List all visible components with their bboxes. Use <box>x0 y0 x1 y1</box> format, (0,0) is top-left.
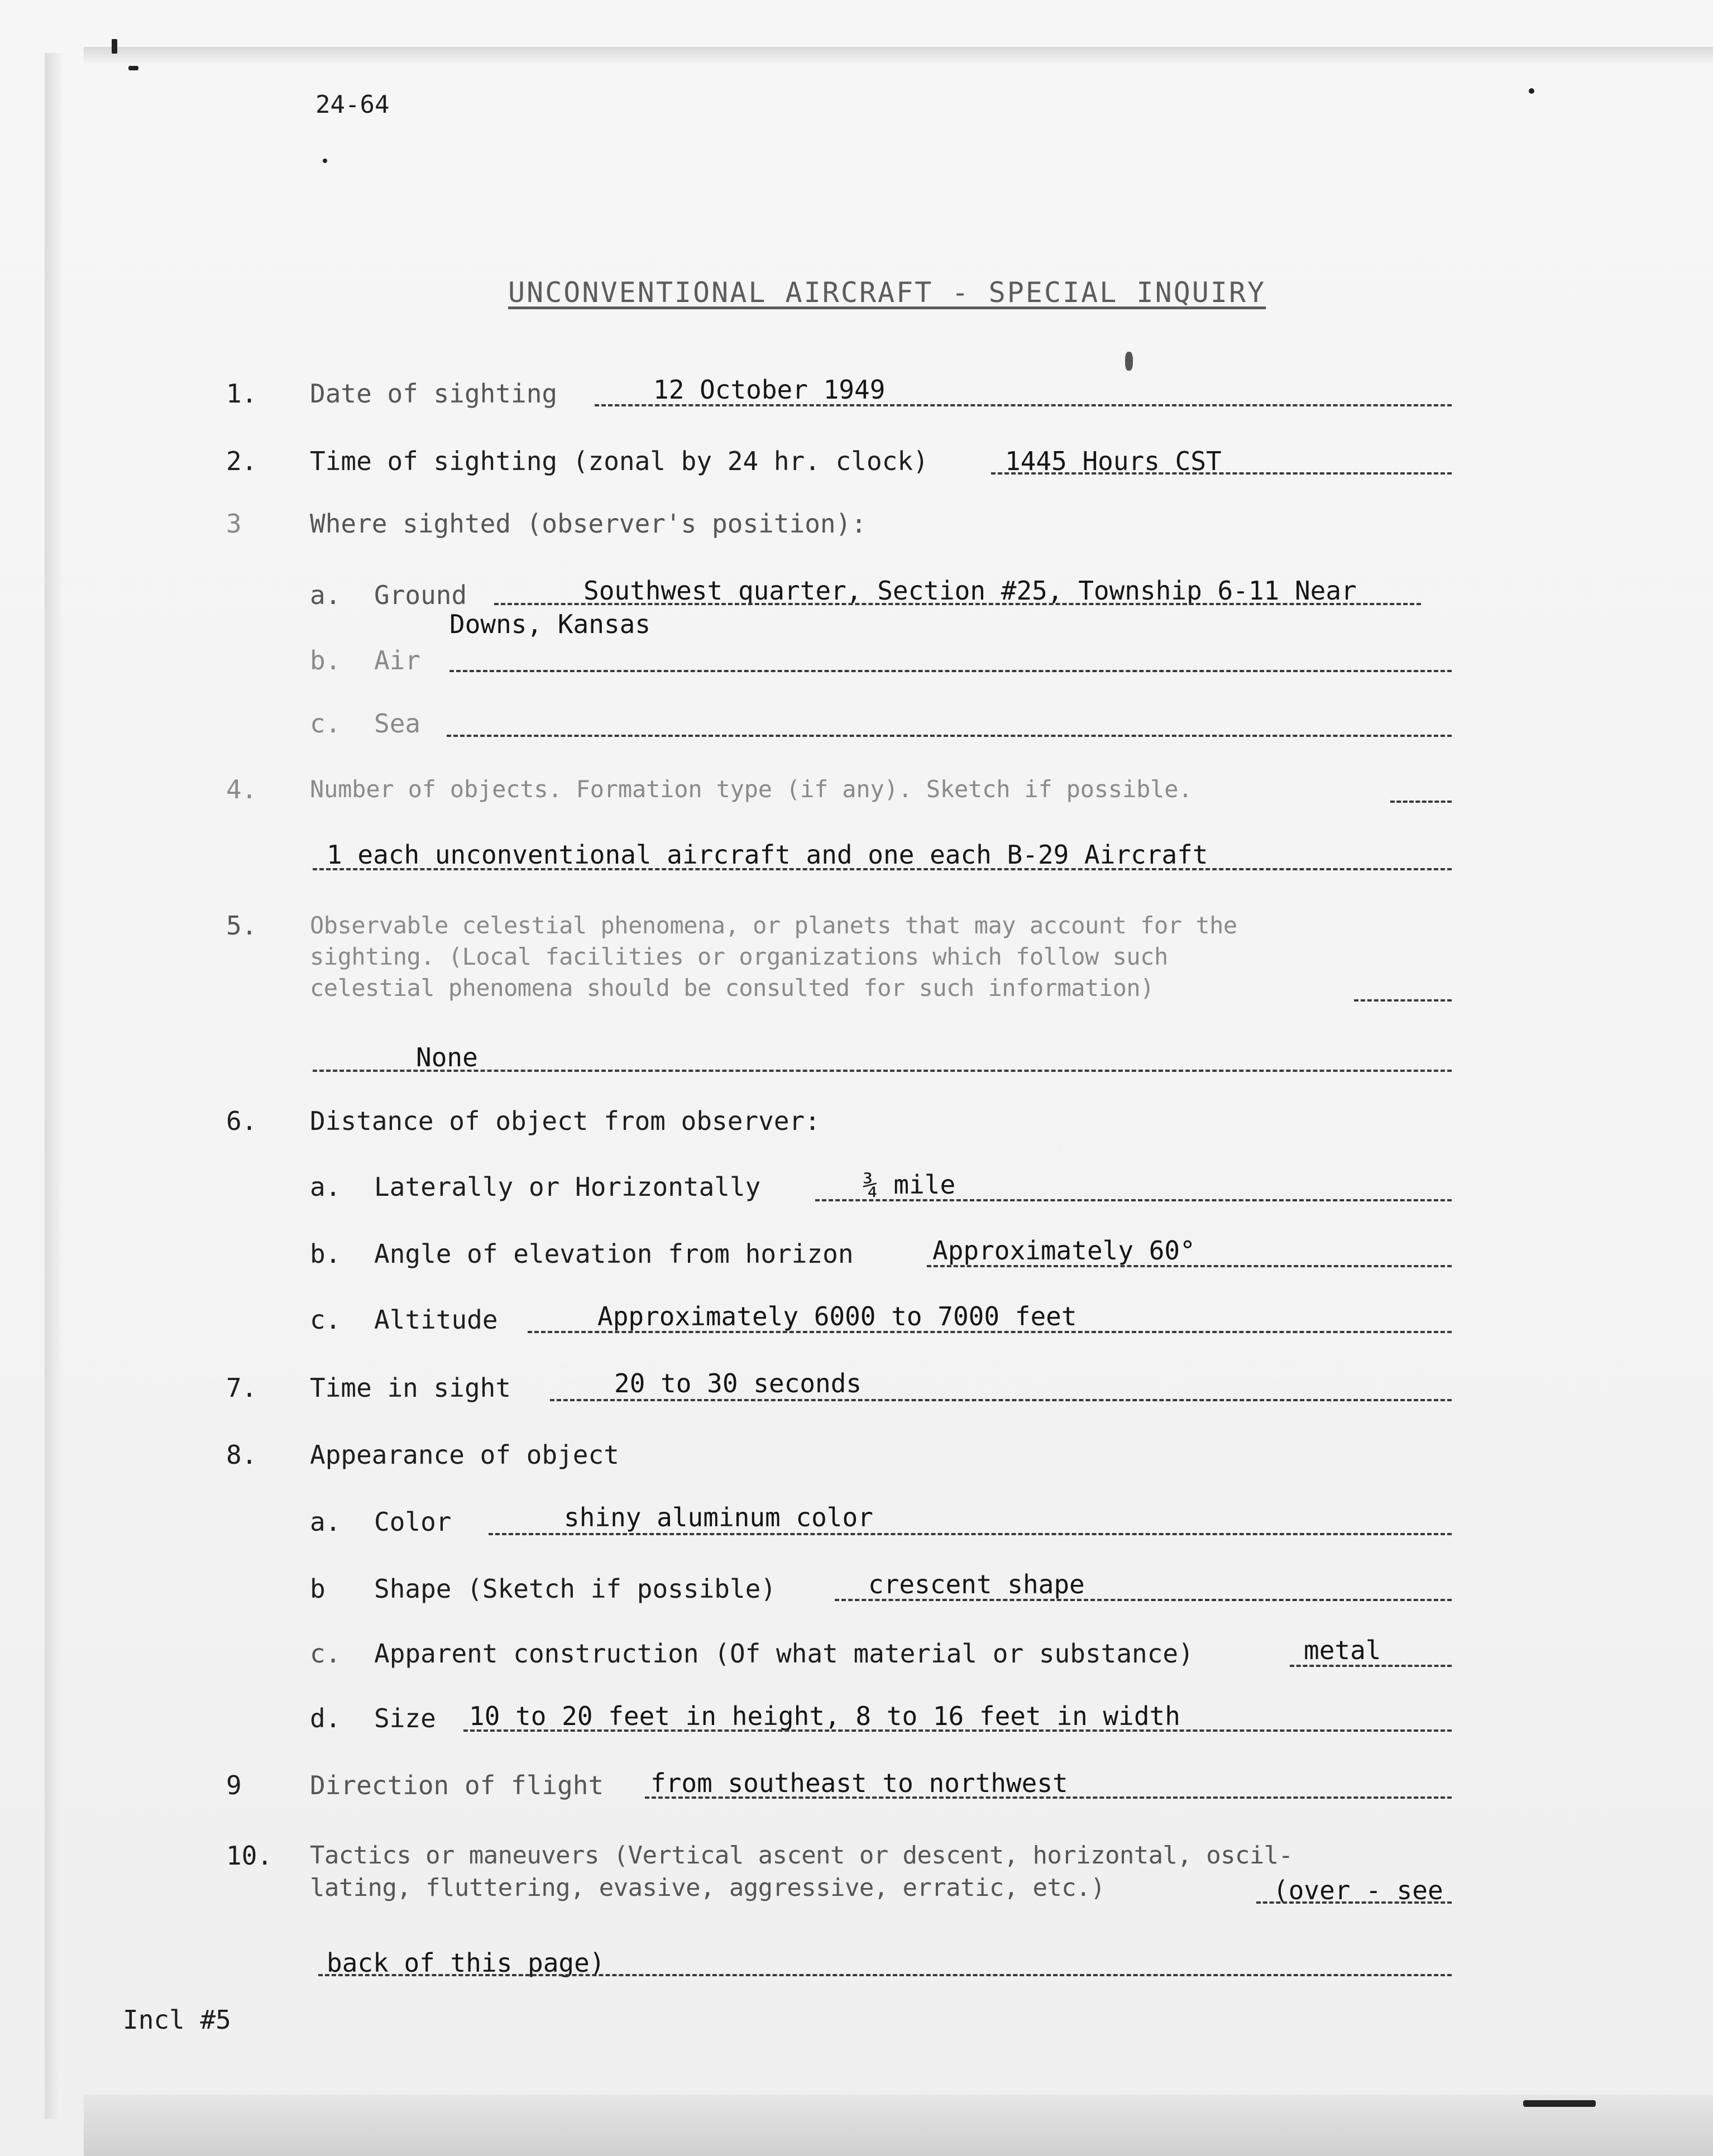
answer-line <box>318 1974 1452 1976</box>
answer-line <box>1354 999 1452 1002</box>
answer-line <box>835 1599 1452 1601</box>
scan-mark <box>1529 88 1534 94</box>
lateral-label: Laterally or Horizontally <box>374 1172 761 1202</box>
tactics-label-line-1: Tactics or maneuvers (Vertical ascent or descent, horizontal, oscil- <box>310 1841 1293 1870</box>
scan-mark <box>1125 352 1133 371</box>
answer-line <box>463 1729 1452 1732</box>
item-number: 3 <box>226 509 242 539</box>
celestial-value: None <box>416 1042 478 1072</box>
scan-mark <box>323 159 327 163</box>
tactics-value-line-2: back of this page) <box>327 1948 605 1978</box>
answer-line <box>528 1331 1452 1333</box>
angle-value: Approximately 60° <box>932 1235 1195 1266</box>
answer-line <box>1390 801 1452 803</box>
answer-line <box>1290 1665 1452 1667</box>
number-of-objects-value: 1 each unconventional aircraft and one each B-29 Aircraft <box>327 840 1208 870</box>
item-number: 8. <box>226 1440 257 1470</box>
appearance-label: Appearance of object <box>310 1440 619 1470</box>
item-number: 9 <box>226 1770 242 1800</box>
time-of-sighting-label: Time of sighting (zonal by 24 hr. clock) <box>310 446 929 476</box>
construction-label: Apparent construction (Of what material or substance) <box>374 1638 1194 1669</box>
answer-line <box>927 1265 1452 1267</box>
shape-letter: b <box>310 1574 326 1604</box>
answer-line <box>494 603 1421 605</box>
color-label: Color <box>374 1507 452 1537</box>
number-of-objects-label: Number of objects. Formation type (if any). Sketch if possible. <box>310 775 1193 803</box>
page-shadow-bottom <box>84 2095 1713 2156</box>
where-sighted-label: Where sighted (observer's position): <box>310 509 867 539</box>
page-shadow-left <box>45 53 61 2119</box>
air-label: Air <box>374 645 421 675</box>
sea-label: Sea <box>374 708 421 739</box>
answer-line <box>447 735 1452 737</box>
construction-letter: c. <box>310 1638 341 1669</box>
size-label: Size <box>374 1703 436 1733</box>
altitude-value: Approximately 6000 to 7000 feet <box>597 1301 1077 1331</box>
answer-line <box>489 1533 1452 1535</box>
item-number: 7. <box>226 1373 257 1403</box>
answer-line <box>313 1070 1452 1072</box>
item-number: 5. <box>226 911 257 941</box>
celestial-label-line-3: celestial phenomena should be consulted for such information) <box>310 974 1154 1002</box>
color-value: shiny aluminum color <box>564 1502 873 1532</box>
answer-line <box>1256 1901 1452 1904</box>
answer-line <box>313 868 1452 870</box>
ground-value-line-2: Downs, Kansas <box>449 609 651 639</box>
scan-mark <box>128 66 138 70</box>
item-number: 1. <box>226 379 257 409</box>
time-of-sighting-value: 1445 Hours CST <box>1005 446 1222 476</box>
celestial-label-line-2: sighting. (Local facilities or organizations which follow such <box>310 943 1168 970</box>
enclosure-label: Incl #5 <box>123 2005 231 2035</box>
celestial-label-line-1: Observable celestial phenomena, or planets that may account for the <box>310 912 1237 939</box>
lateral-value: ¾ mile <box>863 1170 956 1200</box>
answer-line <box>645 1796 1452 1799</box>
angle-label: Angle of elevation from horizon <box>374 1239 854 1269</box>
date-of-sighting-value: 12 October 1949 <box>653 375 886 405</box>
answer-line <box>991 472 1452 475</box>
date-of-sighting-label: Date of sighting <box>310 379 558 409</box>
ground-value-line-1: Southwest quarter, Section #25, Township 6-11 Near <box>583 576 1357 606</box>
air-letter: b. <box>310 645 341 675</box>
shape-label: Shape (Sketch if possible) <box>374 1574 777 1604</box>
file-number: 24-64 <box>315 90 390 119</box>
item-number: 2. <box>226 446 257 476</box>
item-number: 4. <box>226 774 257 804</box>
sea-letter: c. <box>310 708 341 739</box>
item-number: 6. <box>226 1106 257 1136</box>
direction-label: Direction of flight <box>310 1770 604 1800</box>
lateral-letter: a. <box>310 1172 341 1202</box>
scan-mark <box>1523 2100 1596 2107</box>
distance-label: Distance of object from observer: <box>310 1106 820 1136</box>
angle-letter: b. <box>310 1239 341 1269</box>
ground-label: Ground <box>374 580 467 610</box>
answer-line <box>449 670 1452 672</box>
direction-value: from southeast to northwest <box>650 1768 1068 1798</box>
tactics-value-line-1: (over - see <box>1273 1875 1443 1905</box>
shape-value: crescent shape <box>868 1569 1085 1599</box>
size-value: 10 to 20 feet in height, 8 to 16 feet in width <box>469 1701 1180 1731</box>
answer-line <box>550 1399 1452 1401</box>
altitude-letter: c. <box>310 1305 341 1335</box>
size-letter: d. <box>310 1703 341 1733</box>
time-in-sight-label: Time in sight <box>310 1373 511 1403</box>
form-title: UNCONVENTIONAL AIRCRAFT - SPECIAL INQUIRY <box>508 276 1266 309</box>
time-in-sight-value: 20 to 30 seconds <box>614 1368 862 1398</box>
color-letter: a. <box>310 1507 341 1537</box>
item-number: 10. <box>226 1841 273 1871</box>
answer-line <box>595 404 1452 406</box>
altitude-label: Altitude <box>374 1305 498 1335</box>
answer-line <box>815 1199 1452 1201</box>
ground-letter: a. <box>310 580 341 610</box>
construction-value: metal <box>1304 1635 1381 1665</box>
tactics-label-line-2: lating, fluttering, evasive, aggressive, erratic, etc.) <box>310 1874 1105 1902</box>
scan-mark <box>112 39 117 54</box>
page-shadow-top <box>84 47 1713 64</box>
